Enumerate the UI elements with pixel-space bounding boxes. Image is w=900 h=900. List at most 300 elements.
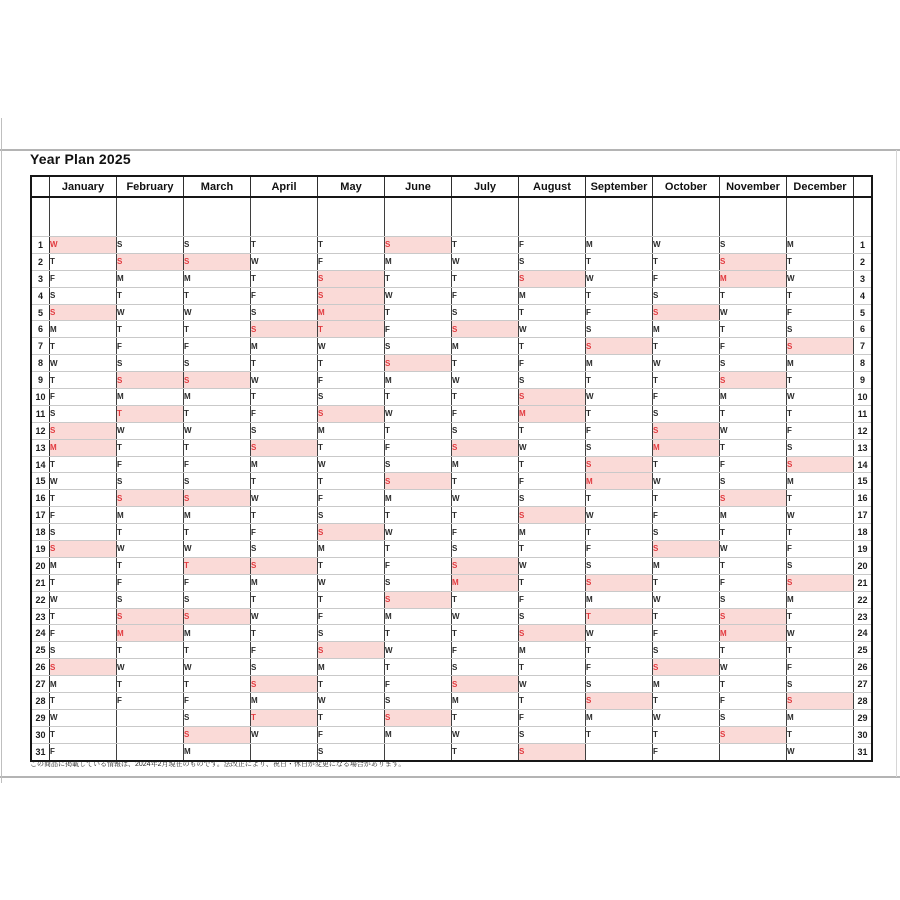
day-cell: F	[787, 422, 854, 439]
day-cell: S	[117, 355, 184, 372]
day-cell: S	[519, 726, 586, 743]
day-cell: F	[184, 338, 251, 355]
month-header: August	[519, 176, 586, 197]
day-cell: F	[385, 676, 452, 693]
day-cell: T	[653, 726, 720, 743]
day-cell: S	[519, 625, 586, 642]
day-cell: M	[385, 726, 452, 743]
day-cell: S	[519, 270, 586, 287]
day-cell: W	[653, 237, 720, 254]
day-number-right: 23	[854, 608, 873, 625]
day-row	[31, 473, 872, 490]
day-cell: T	[787, 405, 854, 422]
day-cell: M	[385, 490, 452, 507]
day-cell: F	[653, 270, 720, 287]
day-cell: W	[787, 507, 854, 524]
day-cell: T	[318, 321, 385, 338]
day-cell: F	[452, 405, 519, 422]
day-cell: T	[117, 676, 184, 693]
day-cell: T	[385, 422, 452, 439]
day-cell: W	[787, 625, 854, 642]
day-number-right: 24	[854, 625, 873, 642]
day-cell: S	[184, 372, 251, 389]
day-cell: M	[318, 304, 385, 321]
notes-row	[31, 197, 872, 237]
day-cell: F	[720, 693, 787, 710]
month-header: July	[452, 176, 519, 197]
day-number-left: 31	[31, 743, 50, 760]
day-cell: T	[452, 270, 519, 287]
day-cell: S	[385, 237, 452, 254]
day-row	[31, 253, 872, 270]
day-cell: F	[184, 693, 251, 710]
day-cell: S	[184, 355, 251, 372]
day-cell: T	[452, 709, 519, 726]
day-cell: S	[787, 693, 854, 710]
month-header-row	[31, 176, 872, 197]
day-cell: S	[452, 541, 519, 558]
day-cell: T	[519, 541, 586, 558]
day-cell: T	[318, 439, 385, 456]
day-cell: W	[117, 422, 184, 439]
day-cell: T	[318, 676, 385, 693]
day-cell: M	[452, 574, 519, 591]
day-cell: S	[586, 693, 653, 710]
day-cell: T	[452, 473, 519, 490]
day-cell: T	[184, 676, 251, 693]
day-cell: S	[385, 591, 452, 608]
day-number-left: 22	[31, 591, 50, 608]
notes-cell	[787, 197, 854, 237]
month-header: September	[586, 176, 653, 197]
day-cell: M	[117, 389, 184, 406]
day-cell: S	[720, 726, 787, 743]
day-cell: W	[251, 608, 318, 625]
day-cell: W	[385, 405, 452, 422]
day-cell: T	[50, 490, 117, 507]
month-header: October	[653, 176, 720, 197]
day-cell: F	[452, 642, 519, 659]
day-row	[31, 422, 872, 439]
day-cell: F	[50, 270, 117, 287]
day-cell: M	[50, 439, 117, 456]
day-cell	[117, 709, 184, 726]
day-cell: S	[519, 507, 586, 524]
day-number-left: 6	[31, 321, 50, 338]
day-cell: S	[184, 237, 251, 254]
page-bottom-edge	[0, 776, 900, 778]
day-cell: M	[586, 355, 653, 372]
day-cell: W	[720, 422, 787, 439]
day-cell: S	[385, 709, 452, 726]
day-number-left: 13	[31, 439, 50, 456]
day-cell: F	[452, 524, 519, 541]
day-cell: S	[720, 372, 787, 389]
day-cell: T	[318, 237, 385, 254]
day-row	[31, 591, 872, 608]
corner-cell	[31, 176, 50, 197]
day-cell: S	[787, 439, 854, 456]
day-cell: T	[385, 304, 452, 321]
day-cell: M	[586, 709, 653, 726]
day-cell: T	[184, 524, 251, 541]
day-cell: S	[50, 642, 117, 659]
day-cell: F	[787, 304, 854, 321]
page-right-edge	[896, 150, 897, 777]
day-cell: S	[653, 642, 720, 659]
day-cell: S	[184, 591, 251, 608]
day-cell: W	[251, 253, 318, 270]
day-cell: S	[251, 422, 318, 439]
day-number-left: 30	[31, 726, 50, 743]
day-cell: T	[385, 625, 452, 642]
day-cell: F	[653, 625, 720, 642]
day-cell: T	[50, 574, 117, 591]
day-number-right: 1	[854, 237, 873, 254]
day-cell: M	[50, 321, 117, 338]
day-row	[31, 726, 872, 743]
day-cell: W	[586, 507, 653, 524]
day-number-left: 3	[31, 270, 50, 287]
notes-cell	[519, 197, 586, 237]
day-cell: F	[50, 389, 117, 406]
day-cell: M	[318, 422, 385, 439]
day-row	[31, 270, 872, 287]
day-cell: W	[184, 541, 251, 558]
day-cell: F	[117, 338, 184, 355]
day-cell: S	[385, 574, 452, 591]
day-cell: M	[251, 456, 318, 473]
day-cell: M	[452, 456, 519, 473]
day-cell: T	[653, 574, 720, 591]
day-row	[31, 574, 872, 591]
day-cell: M	[318, 659, 385, 676]
day-cell: W	[519, 676, 586, 693]
day-cell: S	[50, 422, 117, 439]
day-cell: S	[586, 321, 653, 338]
day-cell: T	[385, 507, 452, 524]
day-cell: S	[720, 608, 787, 625]
day-number-left: 14	[31, 456, 50, 473]
day-cell: M	[452, 693, 519, 710]
notes-cell	[385, 197, 452, 237]
day-number-right: 10	[854, 389, 873, 406]
day-cell: S	[318, 743, 385, 760]
day-cell: M	[787, 355, 854, 372]
day-cell: W	[586, 389, 653, 406]
day-cell: S	[787, 557, 854, 574]
day-cell: T	[50, 693, 117, 710]
day-cell: T	[184, 405, 251, 422]
day-cell: S	[385, 473, 452, 490]
day-cell: F	[318, 490, 385, 507]
day-cell: S	[385, 456, 452, 473]
day-cell: T	[117, 405, 184, 422]
day-row	[31, 439, 872, 456]
day-number-left: 26	[31, 659, 50, 676]
day-cell: S	[251, 676, 318, 693]
day-cell: T	[586, 608, 653, 625]
day-cell: W	[251, 726, 318, 743]
day-cell: T	[586, 642, 653, 659]
day-cell: F	[117, 574, 184, 591]
day-number-right: 30	[854, 726, 873, 743]
day-number-left: 16	[31, 490, 50, 507]
day-cell: T	[452, 237, 519, 254]
day-cell: M	[385, 608, 452, 625]
day-cell: S	[318, 642, 385, 659]
day-cell: T	[586, 405, 653, 422]
day-cell: F	[653, 507, 720, 524]
day-cell: F	[586, 541, 653, 558]
day-cell: F	[586, 304, 653, 321]
day-cell	[117, 726, 184, 743]
day-cell: S	[117, 490, 184, 507]
day-cell: S	[653, 541, 720, 558]
day-row	[31, 321, 872, 338]
day-cell: W	[452, 253, 519, 270]
day-cell: S	[184, 709, 251, 726]
day-row	[31, 389, 872, 406]
day-cell: M	[787, 237, 854, 254]
day-number-right: 12	[854, 422, 873, 439]
day-cell: T	[452, 743, 519, 760]
day-cell: F	[318, 372, 385, 389]
day-cell: T	[318, 709, 385, 726]
corner-cell	[854, 176, 873, 197]
day-cell: T	[787, 608, 854, 625]
day-number-right: 8	[854, 355, 873, 372]
day-cell: T	[653, 490, 720, 507]
year-plan-table	[30, 175, 873, 762]
day-number-left: 5	[31, 304, 50, 321]
day-cell: F	[50, 625, 117, 642]
day-cell: T	[787, 642, 854, 659]
day-cell: F	[720, 456, 787, 473]
day-number-left: 8	[31, 355, 50, 372]
day-cell: M	[117, 507, 184, 524]
day-cell: S	[586, 439, 653, 456]
notes-cell	[586, 197, 653, 237]
day-cell: W	[50, 355, 117, 372]
day-cell: T	[117, 287, 184, 304]
day-cell: W	[318, 574, 385, 591]
day-number-right: 28	[854, 693, 873, 710]
notes-cell	[251, 197, 318, 237]
day-cell: T	[50, 253, 117, 270]
day-cell: T	[720, 676, 787, 693]
day-cell: S	[787, 338, 854, 355]
day-cell: S	[787, 676, 854, 693]
day-cell: M	[184, 625, 251, 642]
day-cell: S	[50, 659, 117, 676]
day-cell: M	[184, 507, 251, 524]
day-cell: T	[318, 473, 385, 490]
day-cell: W	[653, 355, 720, 372]
day-cell: S	[184, 608, 251, 625]
day-cell: W	[117, 659, 184, 676]
day-cell: S	[385, 338, 452, 355]
day-cell: M	[787, 709, 854, 726]
day-number-left: 29	[31, 709, 50, 726]
notes-cell	[318, 197, 385, 237]
day-number-right: 18	[854, 524, 873, 541]
day-row	[31, 405, 872, 422]
day-cell: T	[720, 557, 787, 574]
day-cell	[251, 743, 318, 760]
day-cell: M	[720, 270, 787, 287]
day-cell	[117, 743, 184, 760]
day-number-right: 6	[854, 321, 873, 338]
day-cell: S	[653, 659, 720, 676]
day-cell: T	[50, 372, 117, 389]
day-cell: T	[720, 287, 787, 304]
day-cell: W	[519, 439, 586, 456]
day-cell: W	[452, 490, 519, 507]
day-cell: S	[50, 304, 117, 321]
day-cell: M	[519, 287, 586, 304]
day-cell: S	[184, 490, 251, 507]
day-number-right: 19	[854, 541, 873, 558]
day-cell: W	[452, 372, 519, 389]
day-cell: F	[519, 473, 586, 490]
day-cell: W	[519, 557, 586, 574]
day-cell: F	[184, 574, 251, 591]
day-cell: S	[653, 287, 720, 304]
month-header: March	[184, 176, 251, 197]
day-cell: T	[452, 389, 519, 406]
day-cell: T	[184, 287, 251, 304]
day-cell: S	[452, 676, 519, 693]
day-cell: T	[586, 726, 653, 743]
day-number-left: 17	[31, 507, 50, 524]
day-cell: T	[385, 541, 452, 558]
day-cell: F	[519, 237, 586, 254]
day-cell: T	[251, 625, 318, 642]
day-cell: T	[50, 338, 117, 355]
day-cell: F	[787, 541, 854, 558]
day-cell: M	[720, 389, 787, 406]
day-number-right: 17	[854, 507, 873, 524]
day-cell: S	[452, 422, 519, 439]
day-cell: S	[586, 574, 653, 591]
day-cell: S	[519, 389, 586, 406]
day-cell: F	[50, 743, 117, 760]
day-number-right: 27	[854, 676, 873, 693]
day-cell: S	[251, 541, 318, 558]
day-cell	[586, 743, 653, 760]
day-row	[31, 338, 872, 355]
day-cell: T	[720, 439, 787, 456]
day-cell: S	[318, 270, 385, 287]
day-cell: S	[318, 287, 385, 304]
day-cell: S	[720, 490, 787, 507]
day-cell: T	[117, 524, 184, 541]
notes-cell	[117, 197, 184, 237]
day-cell: M	[586, 237, 653, 254]
day-cell	[720, 743, 787, 760]
day-cell: M	[184, 389, 251, 406]
day-cell: M	[653, 321, 720, 338]
day-row	[31, 557, 872, 574]
day-cell: F	[385, 557, 452, 574]
day-cell: S	[519, 490, 586, 507]
day-row	[31, 676, 872, 693]
day-row	[31, 659, 872, 676]
notes-cell	[50, 197, 117, 237]
day-cell: F	[117, 456, 184, 473]
day-cell: W	[787, 389, 854, 406]
day-cell: M	[653, 439, 720, 456]
day-cell: M	[653, 676, 720, 693]
day-cell: F	[318, 608, 385, 625]
day-cell: F	[385, 439, 452, 456]
day-cell: T	[720, 642, 787, 659]
day-cell: T	[586, 287, 653, 304]
day-cell: F	[519, 709, 586, 726]
day-cell: S	[586, 676, 653, 693]
day-number-right: 11	[854, 405, 873, 422]
day-cell: S	[452, 321, 519, 338]
day-cell: F	[184, 456, 251, 473]
day-cell: T	[50, 456, 117, 473]
day-cell: F	[251, 405, 318, 422]
day-row	[31, 237, 872, 254]
day-cell: W	[50, 473, 117, 490]
day-cell: W	[385, 642, 452, 659]
day-number-left: 11	[31, 405, 50, 422]
day-cell: T	[251, 591, 318, 608]
day-cell: S	[251, 321, 318, 338]
month-header: January	[50, 176, 117, 197]
day-cell: T	[787, 726, 854, 743]
day-cell: S	[184, 726, 251, 743]
day-cell: S	[720, 709, 787, 726]
day-cell: S	[117, 237, 184, 254]
day-number-right: 31	[854, 743, 873, 760]
day-cell: W	[586, 625, 653, 642]
day-cell: S	[586, 456, 653, 473]
day-cell: W	[251, 372, 318, 389]
day-number-left: 27	[31, 676, 50, 693]
day-cell: T	[720, 524, 787, 541]
day-cell: S	[318, 389, 385, 406]
day-cell: S	[452, 304, 519, 321]
day-cell: T	[586, 490, 653, 507]
day-cell: S	[519, 253, 586, 270]
day-number-left: 24	[31, 625, 50, 642]
day-cell: F	[519, 591, 586, 608]
day-cell: S	[452, 659, 519, 676]
day-number-left: 18	[31, 524, 50, 541]
month-header: November	[720, 176, 787, 197]
day-number-left: 15	[31, 473, 50, 490]
day-cell: S	[653, 422, 720, 439]
day-cell: W	[251, 490, 318, 507]
day-cell: T	[586, 253, 653, 270]
day-number-left: 4	[31, 287, 50, 304]
day-number-right: 14	[854, 456, 873, 473]
day-cell: W	[117, 541, 184, 558]
day-number-right: 9	[854, 372, 873, 389]
day-cell: S	[318, 507, 385, 524]
day-cell: M	[117, 625, 184, 642]
day-cell: T	[117, 321, 184, 338]
day-cell: F	[586, 422, 653, 439]
day-row	[31, 541, 872, 558]
day-cell: W	[184, 422, 251, 439]
day-number-right: 7	[854, 338, 873, 355]
